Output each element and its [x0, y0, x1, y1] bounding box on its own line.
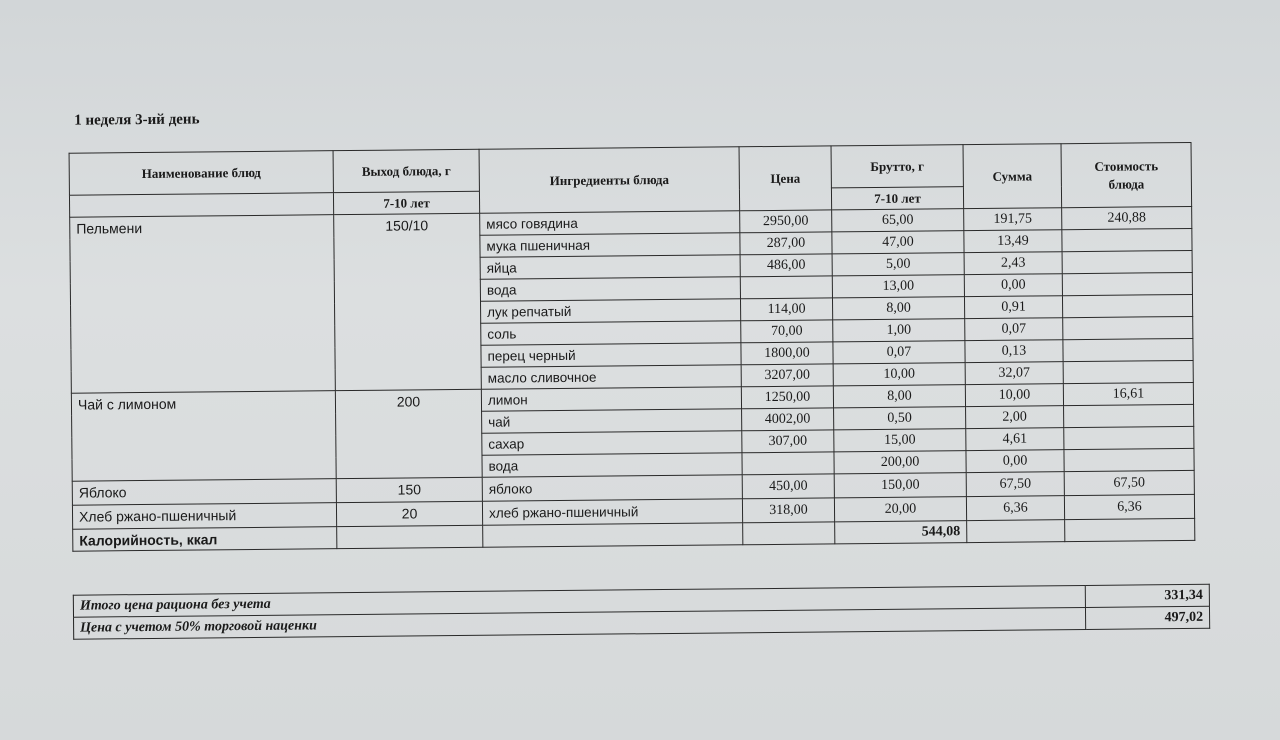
dish-cost: 6,36 — [1064, 494, 1194, 519]
ingredient-sum: 0,00 — [964, 274, 1062, 297]
dish-name: Чай с лимоном — [71, 391, 336, 482]
ingredient-sum: 0,13 — [965, 340, 1063, 363]
ingredient-brutto: 150,00 — [834, 473, 966, 498]
ingredient-price — [742, 452, 834, 475]
ingredient-sum: 0,07 — [965, 318, 1063, 341]
menu-table — [69, 142, 1196, 552]
total-label: Цена с учетом 50% торговой наценки — [74, 607, 1086, 639]
dish-cost-empty — [1062, 250, 1192, 273]
dish-yield: 20 — [336, 501, 482, 526]
header-dish-name: Наименование блюд — [69, 151, 333, 196]
subheader-age-yield: 7-10 лет — [333, 191, 479, 214]
ingredient-name: лук репчатый — [481, 299, 741, 323]
header-ingredients: Ингредиенты блюда — [479, 147, 740, 213]
calories-empty-1 — [337, 525, 483, 548]
dish-cost-empty — [1062, 272, 1192, 295]
ingredient-sum: 191,75 — [964, 208, 1062, 231]
header-yield: Выход блюда, г — [333, 149, 479, 192]
menu-sheet — [40, 84, 1226, 675]
ingredient-sum: 67,50 — [966, 472, 1064, 497]
dish-cost-empty — [1064, 404, 1194, 427]
ingredient-sum: 2,43 — [964, 252, 1062, 275]
ingredient-name: лимон — [481, 387, 741, 411]
ingredient-brutto: 0,50 — [834, 407, 966, 430]
calories-value: 544,08 — [835, 521, 967, 544]
ingredient-brutto: 20,00 — [834, 497, 966, 522]
dish-cost-empty — [1062, 228, 1192, 251]
dish-cost-empty — [1064, 426, 1194, 449]
subheader-empty — [69, 193, 333, 218]
ingredient-price: 287,00 — [740, 232, 832, 255]
ingredient-price: 318,00 — [742, 498, 834, 523]
ingredient-brutto: 10,00 — [833, 363, 965, 386]
ingredient-brutto: 13,00 — [832, 275, 964, 298]
calories-empty-3 — [743, 522, 835, 545]
total-value: 331,34 — [1085, 584, 1209, 607]
ingredient-name: мясо говядина — [480, 211, 740, 235]
ingredient-sum: 0,00 — [966, 450, 1064, 473]
ingredient-price — [740, 276, 832, 299]
dish-name: Хлеб ржано-пшеничный — [72, 503, 336, 530]
ingredient-name: яблоко — [482, 475, 742, 501]
totals-body — [73, 584, 1209, 639]
total-value: 497,02 — [1085, 606, 1209, 629]
ingredient-name: вода — [482, 453, 742, 477]
calories-empty-2 — [483, 523, 743, 547]
calories-empty-4 — [967, 520, 1065, 543]
ingredient-name: перец черный — [481, 343, 741, 367]
dish-yield: 150/10 — [334, 213, 482, 390]
calories-empty-5 — [1065, 518, 1195, 541]
header-price: Цена — [739, 146, 832, 211]
header-cost — [1061, 142, 1192, 207]
ingredient-sum: 32,07 — [965, 362, 1063, 385]
ingredient-price: 1250,00 — [741, 386, 833, 409]
ingredient-price: 307,00 — [742, 430, 834, 453]
ingredient-name: яйца — [480, 255, 740, 279]
ingredient-price: 2950,00 — [740, 210, 832, 233]
ingredient-sum: 4,61 — [966, 428, 1064, 451]
header-cost-line2: блюда — [1108, 175, 1145, 192]
dish-yield: 150 — [336, 477, 482, 502]
dish-name: Яблоко — [72, 479, 336, 506]
ingredient-sum: 0,91 — [964, 296, 1062, 319]
dish-cost-empty — [1063, 338, 1193, 361]
dish-cost: 240,88 — [1062, 206, 1192, 229]
subheader-age-brutto: 7-10 лет — [831, 187, 963, 210]
dish-name: Пельмени — [70, 215, 336, 394]
ingredient-name: чай — [482, 409, 742, 433]
dish-cost: 67,50 — [1064, 470, 1194, 495]
ingredient-brutto: 200,00 — [834, 451, 966, 474]
dish-yield: 200 — [335, 389, 482, 478]
ingredient-name: соль — [481, 321, 741, 345]
ingredient-price: 70,00 — [741, 320, 833, 343]
header-cost-line1: Стоимость — [1094, 157, 1159, 174]
dish-cost-empty — [1063, 360, 1193, 383]
ingredient-brutto: 8,00 — [832, 297, 964, 320]
page-title: 1 неделя 3-ий день — [74, 111, 200, 129]
header-sum: Сумма — [963, 144, 1062, 209]
ingredient-sum: 13,49 — [964, 230, 1062, 253]
ingredient-price: 450,00 — [742, 474, 834, 499]
dish-cost-empty — [1063, 316, 1193, 339]
ingredient-brutto: 5,00 — [832, 253, 964, 276]
ingredient-name: хлеб ржано-пшеничный — [482, 499, 742, 525]
ingredient-sum: 10,00 — [965, 384, 1063, 407]
ingredient-brutto: 65,00 — [832, 209, 964, 232]
ingredient-price: 486,00 — [740, 254, 832, 277]
ingredient-brutto: 8,00 — [833, 385, 965, 408]
header-row — [69, 142, 1191, 195]
ingredient-price: 1800,00 — [741, 342, 833, 365]
dish-cost-empty — [1062, 294, 1192, 317]
menu-table-body — [69, 142, 1195, 551]
ingredient-price: 114,00 — [740, 298, 832, 321]
dish-cost: 16,61 — [1063, 382, 1193, 405]
header-brutto: Брутто, г — [831, 145, 963, 188]
ingredient-name: сахар — [482, 431, 742, 455]
ingredient-brutto: 15,00 — [834, 429, 966, 452]
ingredient-brutto: 47,00 — [832, 231, 964, 254]
ingredient-name: масло сливочное — [481, 365, 741, 389]
totals-table — [73, 584, 1210, 640]
calories-label: Калорийность, ккал — [73, 527, 337, 552]
ingredient-price: 4002,00 — [742, 408, 834, 431]
ingredient-name: вода — [480, 277, 740, 301]
dish-cost-empty — [1064, 448, 1194, 471]
ingredient-brutto: 1,00 — [833, 319, 965, 342]
ingredient-brutto: 0,07 — [833, 341, 965, 364]
ingredient-sum: 2,00 — [966, 406, 1064, 429]
ingredient-price: 3207,00 — [741, 364, 833, 387]
ingredient-name: мука пшеничная — [480, 233, 740, 257]
total-label: Итого цена рациона без учета — [73, 585, 1085, 617]
ingredient-sum: 6,36 — [966, 496, 1064, 521]
